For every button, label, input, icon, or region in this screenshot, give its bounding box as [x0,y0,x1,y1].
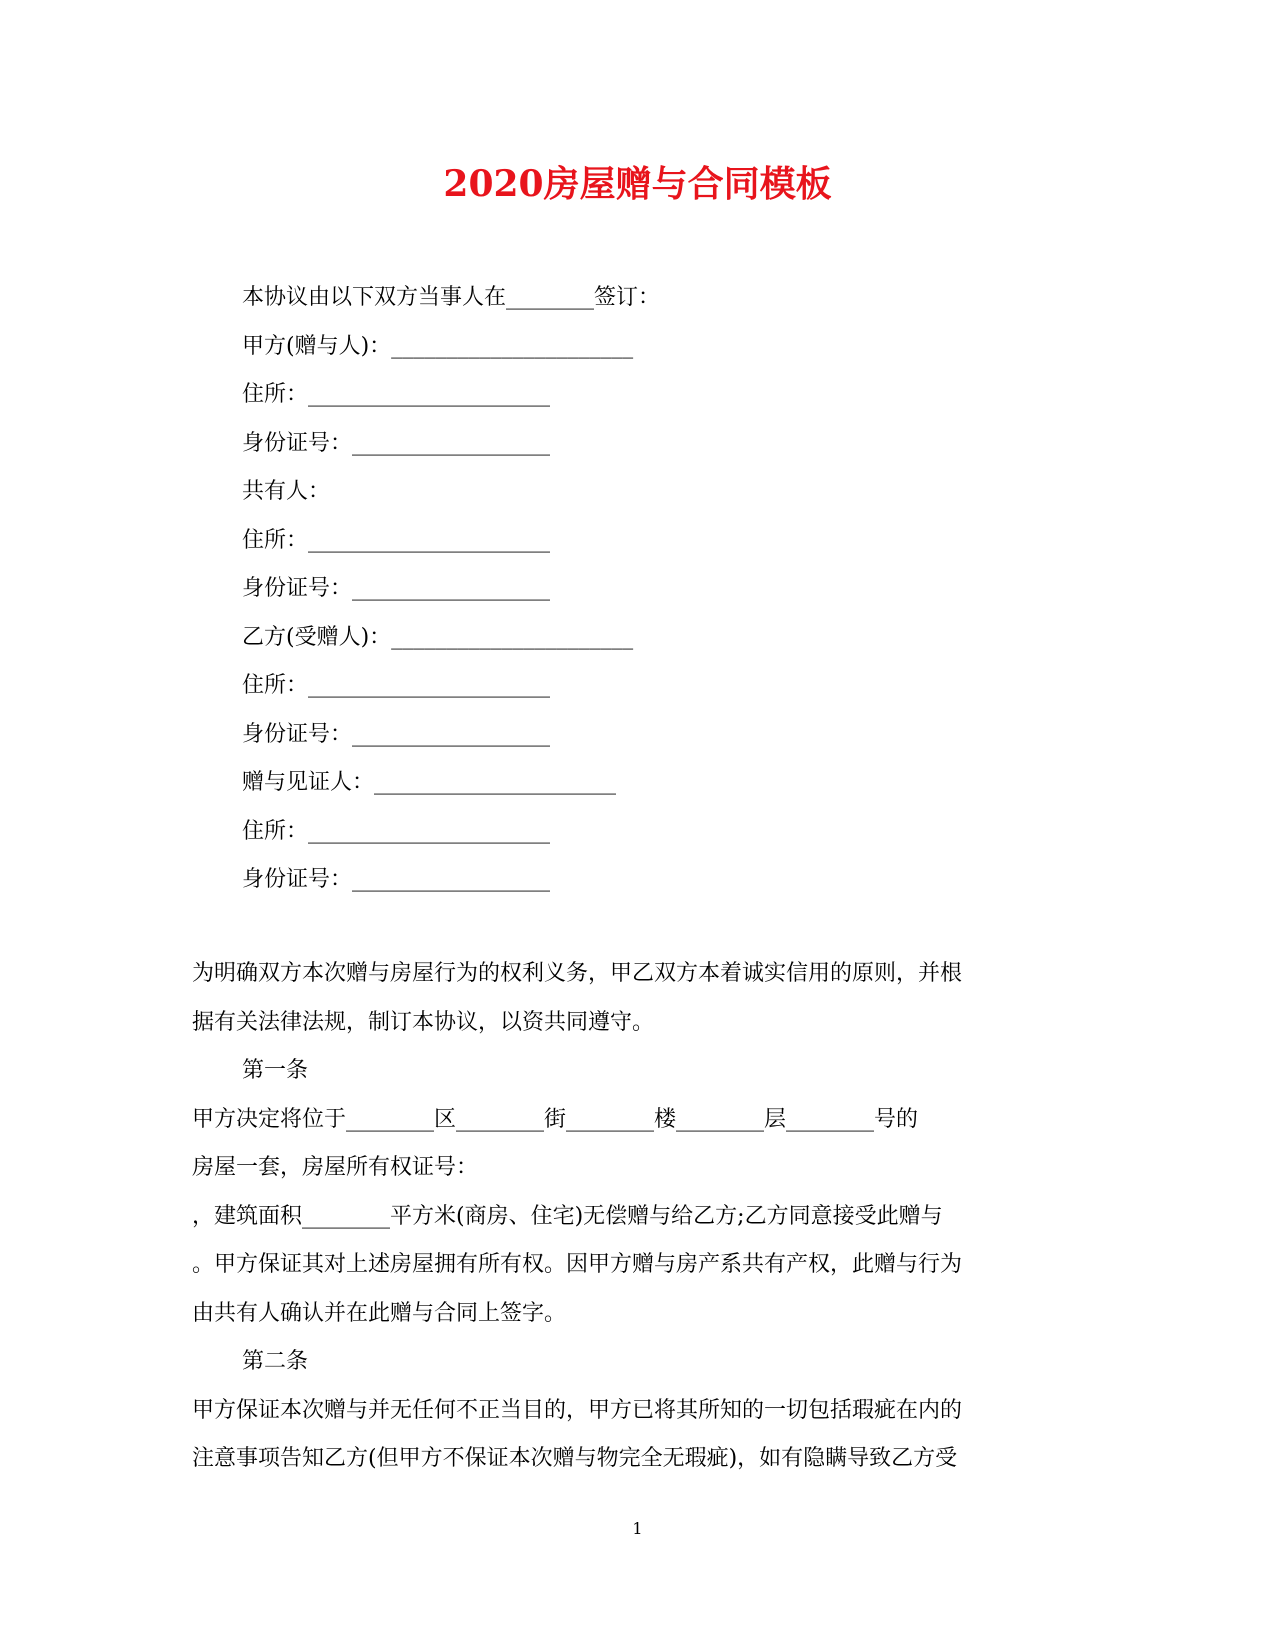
agreement-intro-line: 本协议由以下双方当事人在________签订： [242,285,661,310]
article-1-line: 由共有人确认并在此赠与合同上签字。 [192,1300,567,1326]
article-1-line: ，建筑面积________平方米(商房、住宅)无偿赠与给乙方;乙方同意接受此赠与 [192,1203,943,1229]
preamble-line: 据有关法律法规，制订本协议，以资共同遵守。 [192,1009,655,1035]
party-info-block [242,274,1042,905]
page-number: 1 [632,1519,643,1538]
article-1-line: 房屋一套，房屋所有权证号： [192,1155,479,1180]
donee-address-line: 住所：______________________ [242,673,551,698]
donor-address-line: 住所：______________________ [242,382,551,407]
article-1-heading: 第一条 [242,1058,309,1083]
donor-id-line: 身份证号：__________________ [242,430,551,456]
document-title: 2020房屋赠与合同模板 [443,163,832,205]
contract-body [192,950,1072,1484]
article-1-line: 。甲方保证其对上述房屋拥有所有权。因甲方赠与房产系共有产权，此赠与行为 [192,1252,963,1277]
article-2-line: 注意事项告知乙方(但甲方不保证本次赠与物完全无瑕疵)，如有隐瞒导致乙方受 [192,1446,958,1471]
donee-name-line: 乙方(受赠人)：______________________ [242,624,634,650]
co-owner-line: 共有人： [242,479,331,504]
donee-id-line: 身份证号：__________________ [242,721,551,747]
article-2-heading: 第二条 [242,1349,309,1374]
preamble-line: 为明确双方本次赠与房屋行为的权利义务，甲乙双方本着诚实信用的原则，并根 [192,961,963,986]
article-1-line: 甲方决定将位于________区________街________楼________层________号的 [192,1106,919,1132]
co-owner-address-line: 住所：______________________ [242,527,551,553]
witness-name-line: 赠与见证人：______________________ [242,770,617,795]
witness-id-line: 身份证号：__________________ [242,867,551,892]
donor-name-line: 甲方(赠与人)：______________________ [242,333,634,359]
article-2-line: 甲方保证本次赠与并无任何不正当目的，甲方已将其所知的一切包括瑕疵在内的 [192,1397,963,1423]
witness-address-line: 住所：______________________ [242,818,551,844]
co-owner-id-line: 身份证号：__________________ [242,576,551,601]
